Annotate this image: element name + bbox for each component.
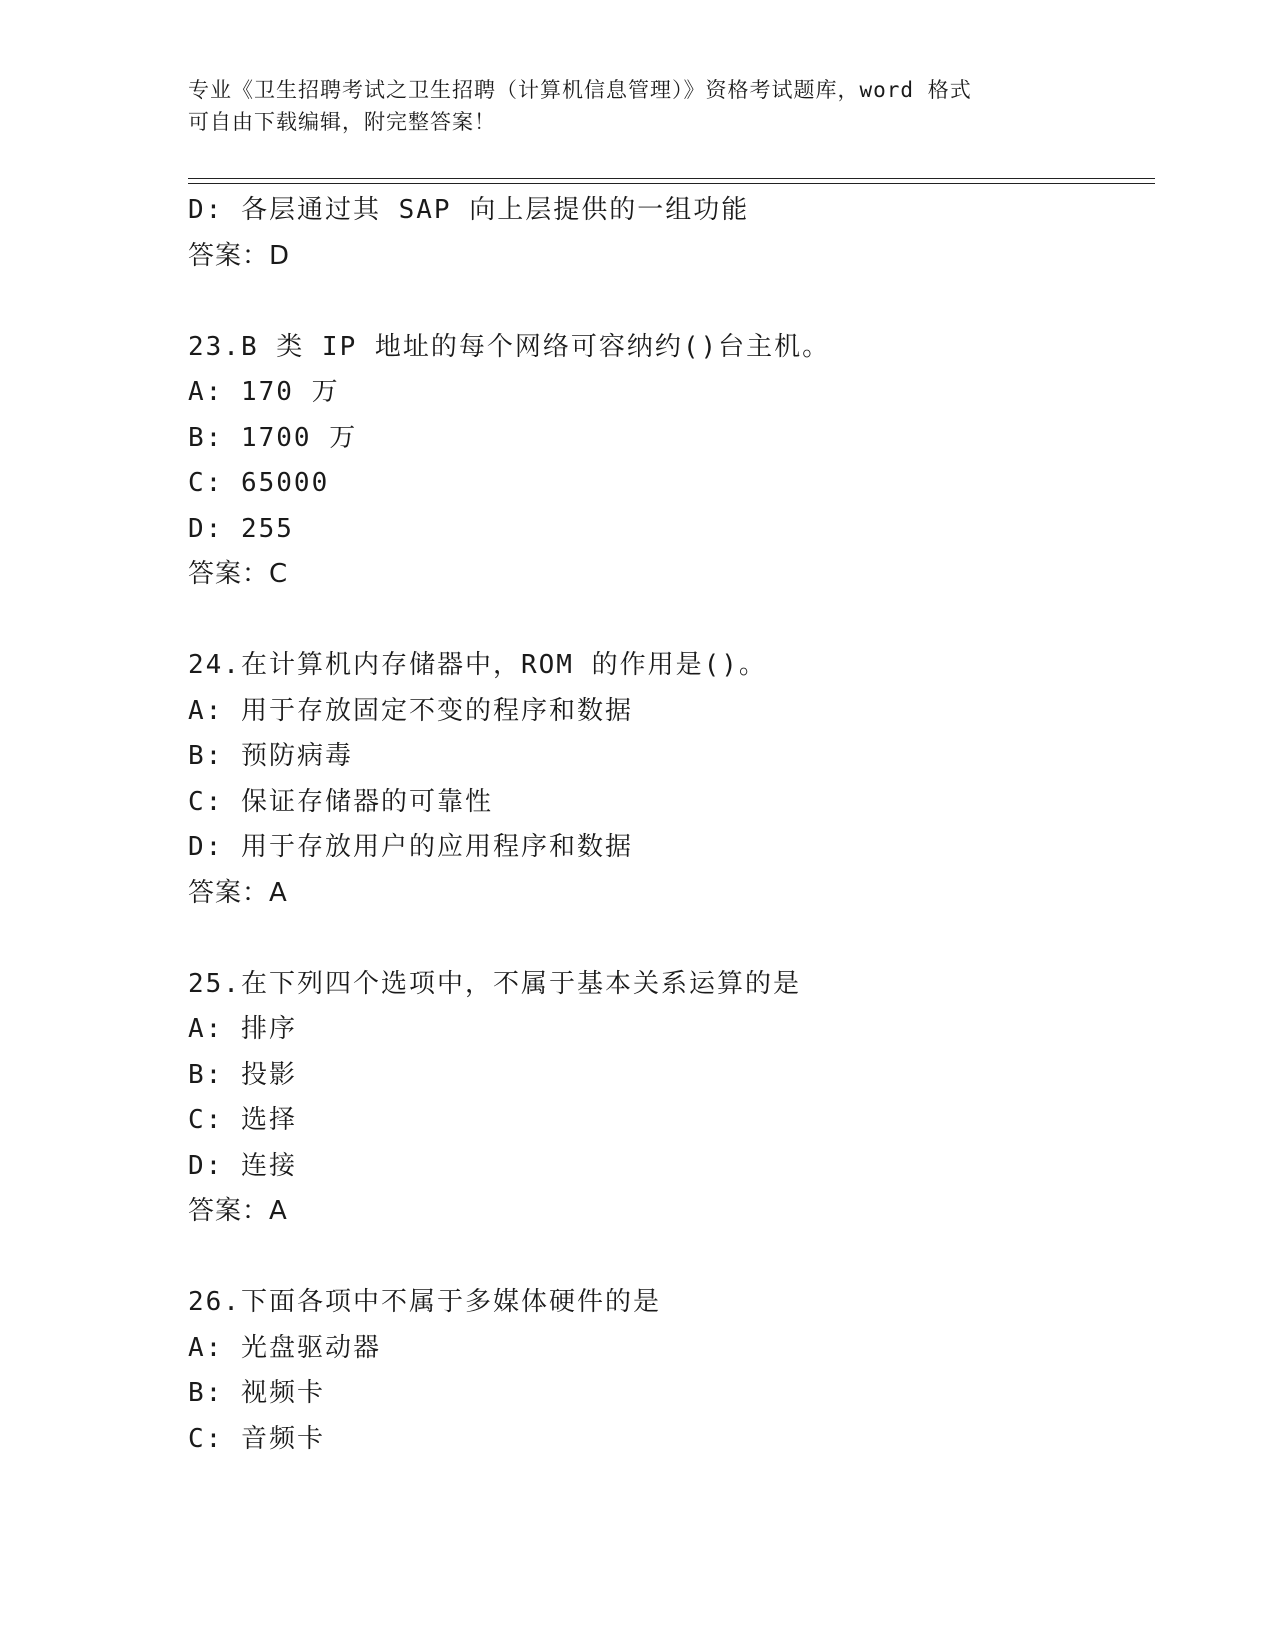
option-d: D: 连接 [188,1150,297,1181]
option-a: A: 光盘驱动器 [188,1332,381,1363]
option-d: D: 各层通过其 SAP 向上层提供的一组功能 [188,195,750,225]
option-b: B: 1700 万 [188,422,358,453]
header-divider-bottom [188,183,1155,184]
question-text: 26.下面各项中不属于多媒体硬件的是 [188,1287,661,1317]
option-c: C: 65000 [188,468,330,498]
option-a: A: 排序 [188,1014,297,1044]
header-line-1: 专业《卫生招聘考试之卫生招聘（计算机信息管理）》资格考试题库，word 格式 [188,78,972,102]
question-list [188,188,1148,1462]
question-block-24 [188,643,1148,916]
spacer [188,279,1148,325]
option-b: B: 视频卡 [188,1378,325,1408]
question-text: 24.在计算机内存储器中，ROM 的作用是()。 [188,650,767,680]
answer-line: 答案：A [188,877,288,908]
option-b: B: 投影 [188,1059,297,1090]
option-a: A: 用于存放固定不变的程序和数据 [188,695,633,726]
header-line-2: 可自由下载编辑，附完整答案！ [188,110,496,134]
question-block-25 [188,962,1148,1235]
spacer [188,598,1148,644]
option-c: C: 音频卡 [188,1423,325,1454]
answer-line: 答案：A [188,1196,288,1226]
option-c: C: 保证存储器的可靠性 [188,786,493,817]
question-text: 23.B 类 IP 地址的每个网络可容纳约()台主机。 [188,331,831,362]
answer-line: 答案：D [188,240,291,271]
question-block-26 [188,1280,1148,1462]
answer-line: 答案：C [188,559,289,589]
header-divider-top [188,178,1155,179]
spacer [188,916,1148,962]
option-a: A: 170 万 [188,377,340,407]
option-d: D: 用于存放用户的应用程序和数据 [188,832,633,862]
option-c: C: 选择 [188,1105,297,1135]
option-b: B: 预防病毒 [188,741,353,771]
question-block-23 [188,325,1148,598]
document-header [188,74,1068,138]
spacer [188,1235,1148,1281]
option-d: D: 255 [188,513,294,544]
question-block-22 [188,188,1148,279]
question-text: 25.在下列四个选项中，不属于基本关系运算的是 [188,968,801,999]
